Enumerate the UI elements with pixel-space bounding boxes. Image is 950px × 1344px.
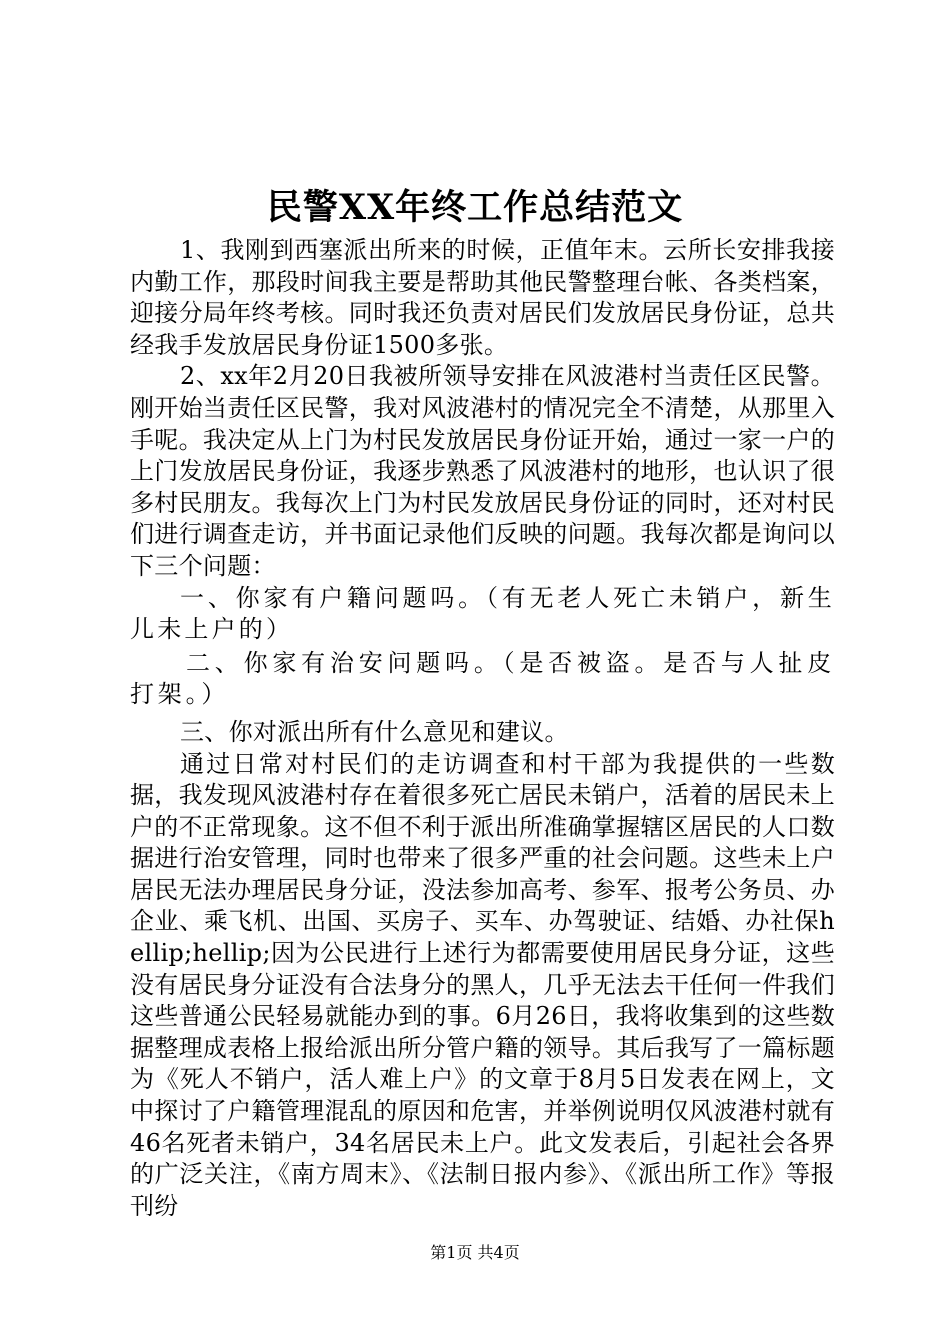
document-title: 民警XX年终工作总结范文 [266,187,684,228]
paragraph-2: 2、xx年2月20日我被所领导安排在风波港村当责任区民警。刚开始当责任区民警，我对风波港村的情况完全不清楚，从那里入手呢。我决定从上门为村民发放居民身份证开始，通过一家一户的上门发放居民身份证，我逐步熟悉了风波港村的地形，也认识了很多村民朋友。我每次上门为村民发放居民身份证的同时，还对村民们进行调查走访，并书面记录他们反映的问题。我每次都是询问以下三个问题： [130,362,835,580]
question-2: 二、你家有治安问题吗。（是否被盗。是否与人扯皮打架。） [130,648,835,709]
question-3: 三、你对派出所有什么意见和建议。 [180,717,569,746]
page-number-footer: 第1页 共4页 [430,1243,520,1262]
paragraph-3: 通过日常对村民们的走访调查和村干部为我提供的一些数据，我发现风波港村存在着很多死亡居民未销户，活着的居民未上户的不正常现象。这不但不利于派出所准确掌握辖区居民的人口数据进行治安管理，同时也带来了很多严重的社会问题。这些未上户居民无法办理居民身分证，没法参加高考、参军、报考公务员、办企业、乘飞机、出国、买房子、买车、办驾驶证、结婚、办社保hellip;hellip;因为公民进行上述行为都需要使用居民身分证，这些没有居民身分证没有合法身分的黑人，几乎无法去干任何一件我们这些普通公民轻易就能办到的事。6月26日，我将收集到的这些数据整理成表格上报给派出所分管户籍的领导。其后我写了一篇标题为《死人不销户，活人难上户》的文章于8月5日发表在网上，文中探讨了户籍管理混乱的原因和危害，并举例说明仅风波港村就有46名死者未销户，34名居民未上户。此文发表后，引起社会各界的广泛关注，《南方周末》、《法制日报内参》、《派出所工作》等报刊纷 [130,749,835,1220]
document-body [130,235,835,1222]
paragraph-1: 1、我刚到西塞派出所来的时候，正值年末。云所长安排我接内勤工作，那段时间我主要是帮助其他民警整理台帐、各类档案，迎接分局年终考核。同时我还负责对居民们发放居民身份证，总共经我手发放居民身份证1500多张。 [130,236,835,359]
question-1: 一、你家有户籍问题吗。（有无老人死亡未销户，新生儿未上户的） [130,583,835,644]
